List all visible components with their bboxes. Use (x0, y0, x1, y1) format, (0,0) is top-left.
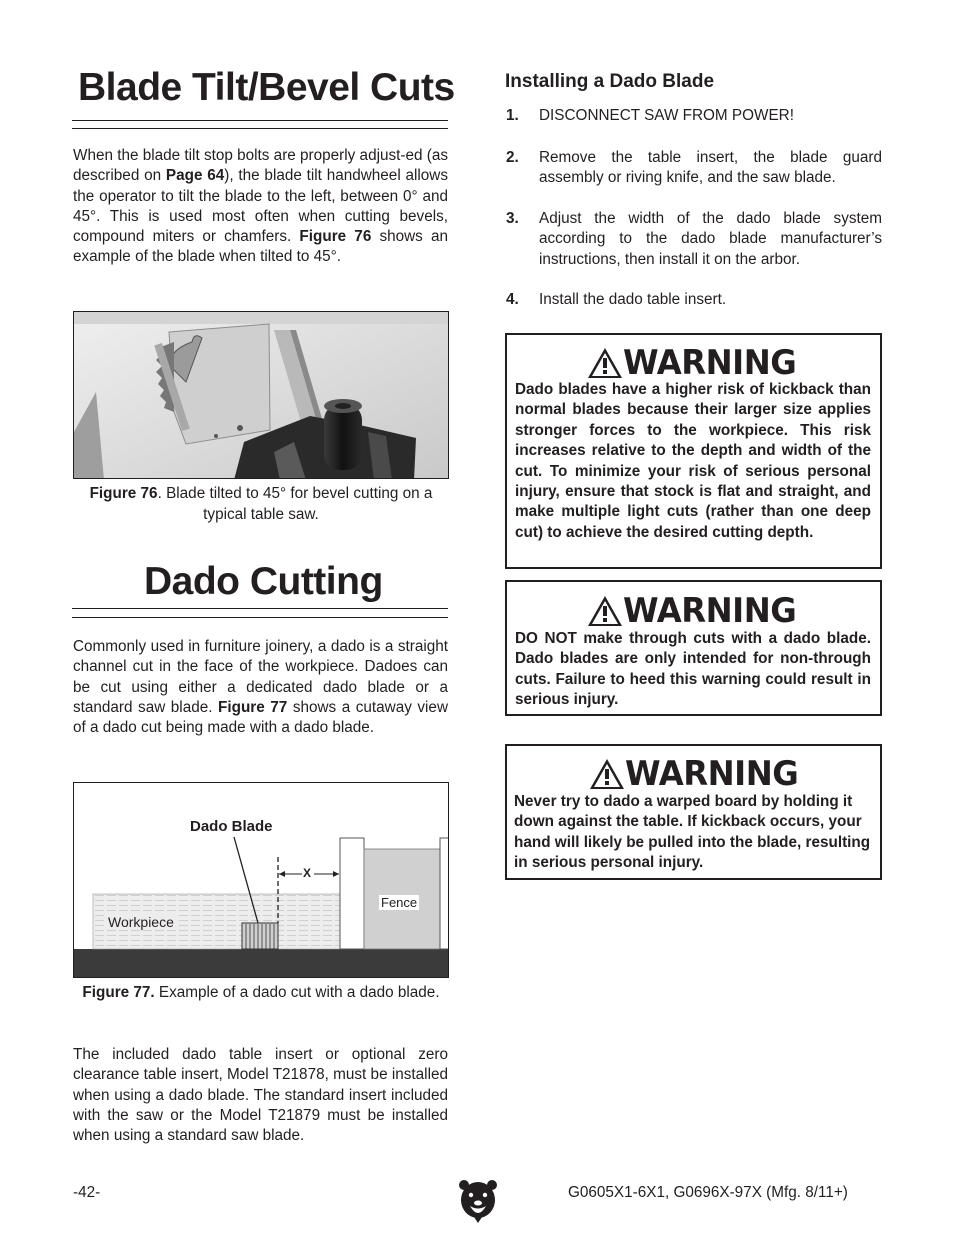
page-number: -42- (73, 1184, 101, 1201)
step-number: 2. (506, 149, 519, 166)
step-text: DISCONNECT SAW FROM POWER! (539, 107, 794, 124)
warning-box-warped-board (505, 744, 882, 880)
figure-77-caption: Figure 77. Example of a dado cut with a dado blade. (82, 984, 440, 1001)
dado-title-rule-bottom (72, 617, 448, 618)
figure-76-photo (73, 311, 449, 479)
warning-title: WARNING (623, 343, 797, 383)
fence-label: Fence (381, 895, 418, 910)
warning-triangle-icon (589, 758, 625, 790)
dado-paragraph: Commonly used in furniture joinery, a dado is a straight channel cut in the face of the workpiece. Dadoes can be cut using either a dedicated dado blade or a standard saw blade. Figure 77 shows a cutaway view of a dado cut being made with a dado blade. (73, 638, 448, 737)
warning-box-through-cuts (505, 580, 882, 716)
model-footer: G0605X1-6X1, G0696X-97X (Mfg. 8/11+) (568, 1184, 848, 1201)
grizzly-bear-icon (458, 1178, 498, 1224)
warning-text: Never try to dado a warped board by holding it down against the table. If kickback occurs, your hand will likely be pulled into the blade, resulting in serious personal injury. (514, 793, 871, 872)
step-text: Adjust the width of the dado blade system according to the dado blade manufacturer’s instructions, then install it on the arbor. (539, 210, 882, 268)
dado-cutaway-illustration (74, 783, 449, 978)
step-text: Remove the table insert, the blade guard assembly or riving knife, and the saw blade. (539, 149, 882, 187)
figure-76-caption: Figure 76. Blade tilted to 45° for bevel cutting on a typical table saw. (89, 485, 433, 523)
blade-tilt-paragraph: When the blade tilt stop bolts are properly adjust-ed (as described on Page 64), the blade tilt handwheel allows the operator to tilt the blade to the left, between 0° and 45°. This is used most often when cutting bevels, compound miters or chamfers. Figure 76 shows an example of the blade when tilted to 45°. (73, 147, 448, 266)
tilted-blade-illustration (74, 312, 449, 479)
step-number: 3. (506, 210, 519, 227)
dado-insert-paragraph: The included dado table insert or optional zero clearance table insert, Model T21878, must be installed when using a dado blade. The standard insert included with the saw or the Model T21879 must be installed when using a standard saw blade. (73, 1046, 448, 1145)
title-rule-top (72, 120, 448, 121)
x-dimension-label: X (303, 866, 312, 880)
warning-triangle-icon (587, 595, 623, 627)
warning-text: Dado blades have a higher risk of kickback than normal blades because their larger size applies stronger forces to the workpiece. This risk increases relative to the depth and width of the cut. To minimize your risk of serious personal injury, ensure that stock is flat and straight, and make multiple light cuts (rather than one deep cut) to achieve the desired cutting depth. (515, 381, 871, 541)
title-rule-bottom (72, 128, 448, 129)
warning-box-kickback (505, 333, 882, 569)
page-title-blade-tilt: Blade Tilt/Bevel Cuts (78, 66, 455, 109)
workpiece-label: Workpiece (108, 914, 174, 930)
step-number: 1. (506, 107, 519, 124)
warning-text: DO NOT make through cuts with a dado blade. Dado blades are only intended for non-through cuts. Failure to heed this warning could result in serious injury. (515, 630, 871, 709)
warning-title: WARNING (623, 591, 797, 631)
dado-title-rule-top (72, 608, 448, 609)
warning-triangle-icon (587, 347, 623, 379)
step-number: 4. (506, 291, 519, 308)
page-title-dado: Dado Cutting (144, 560, 383, 603)
warning-title: WARNING (625, 754, 799, 794)
step-text: Install the dado table insert. (539, 291, 727, 308)
dado-blade-label: Dado Blade (190, 818, 273, 835)
figure-77-diagram (73, 782, 449, 978)
warning-header (587, 591, 805, 631)
warning-header (589, 754, 807, 794)
warning-header (587, 343, 805, 383)
installing-dado-heading: Installing a Dado Blade (505, 71, 715, 92)
